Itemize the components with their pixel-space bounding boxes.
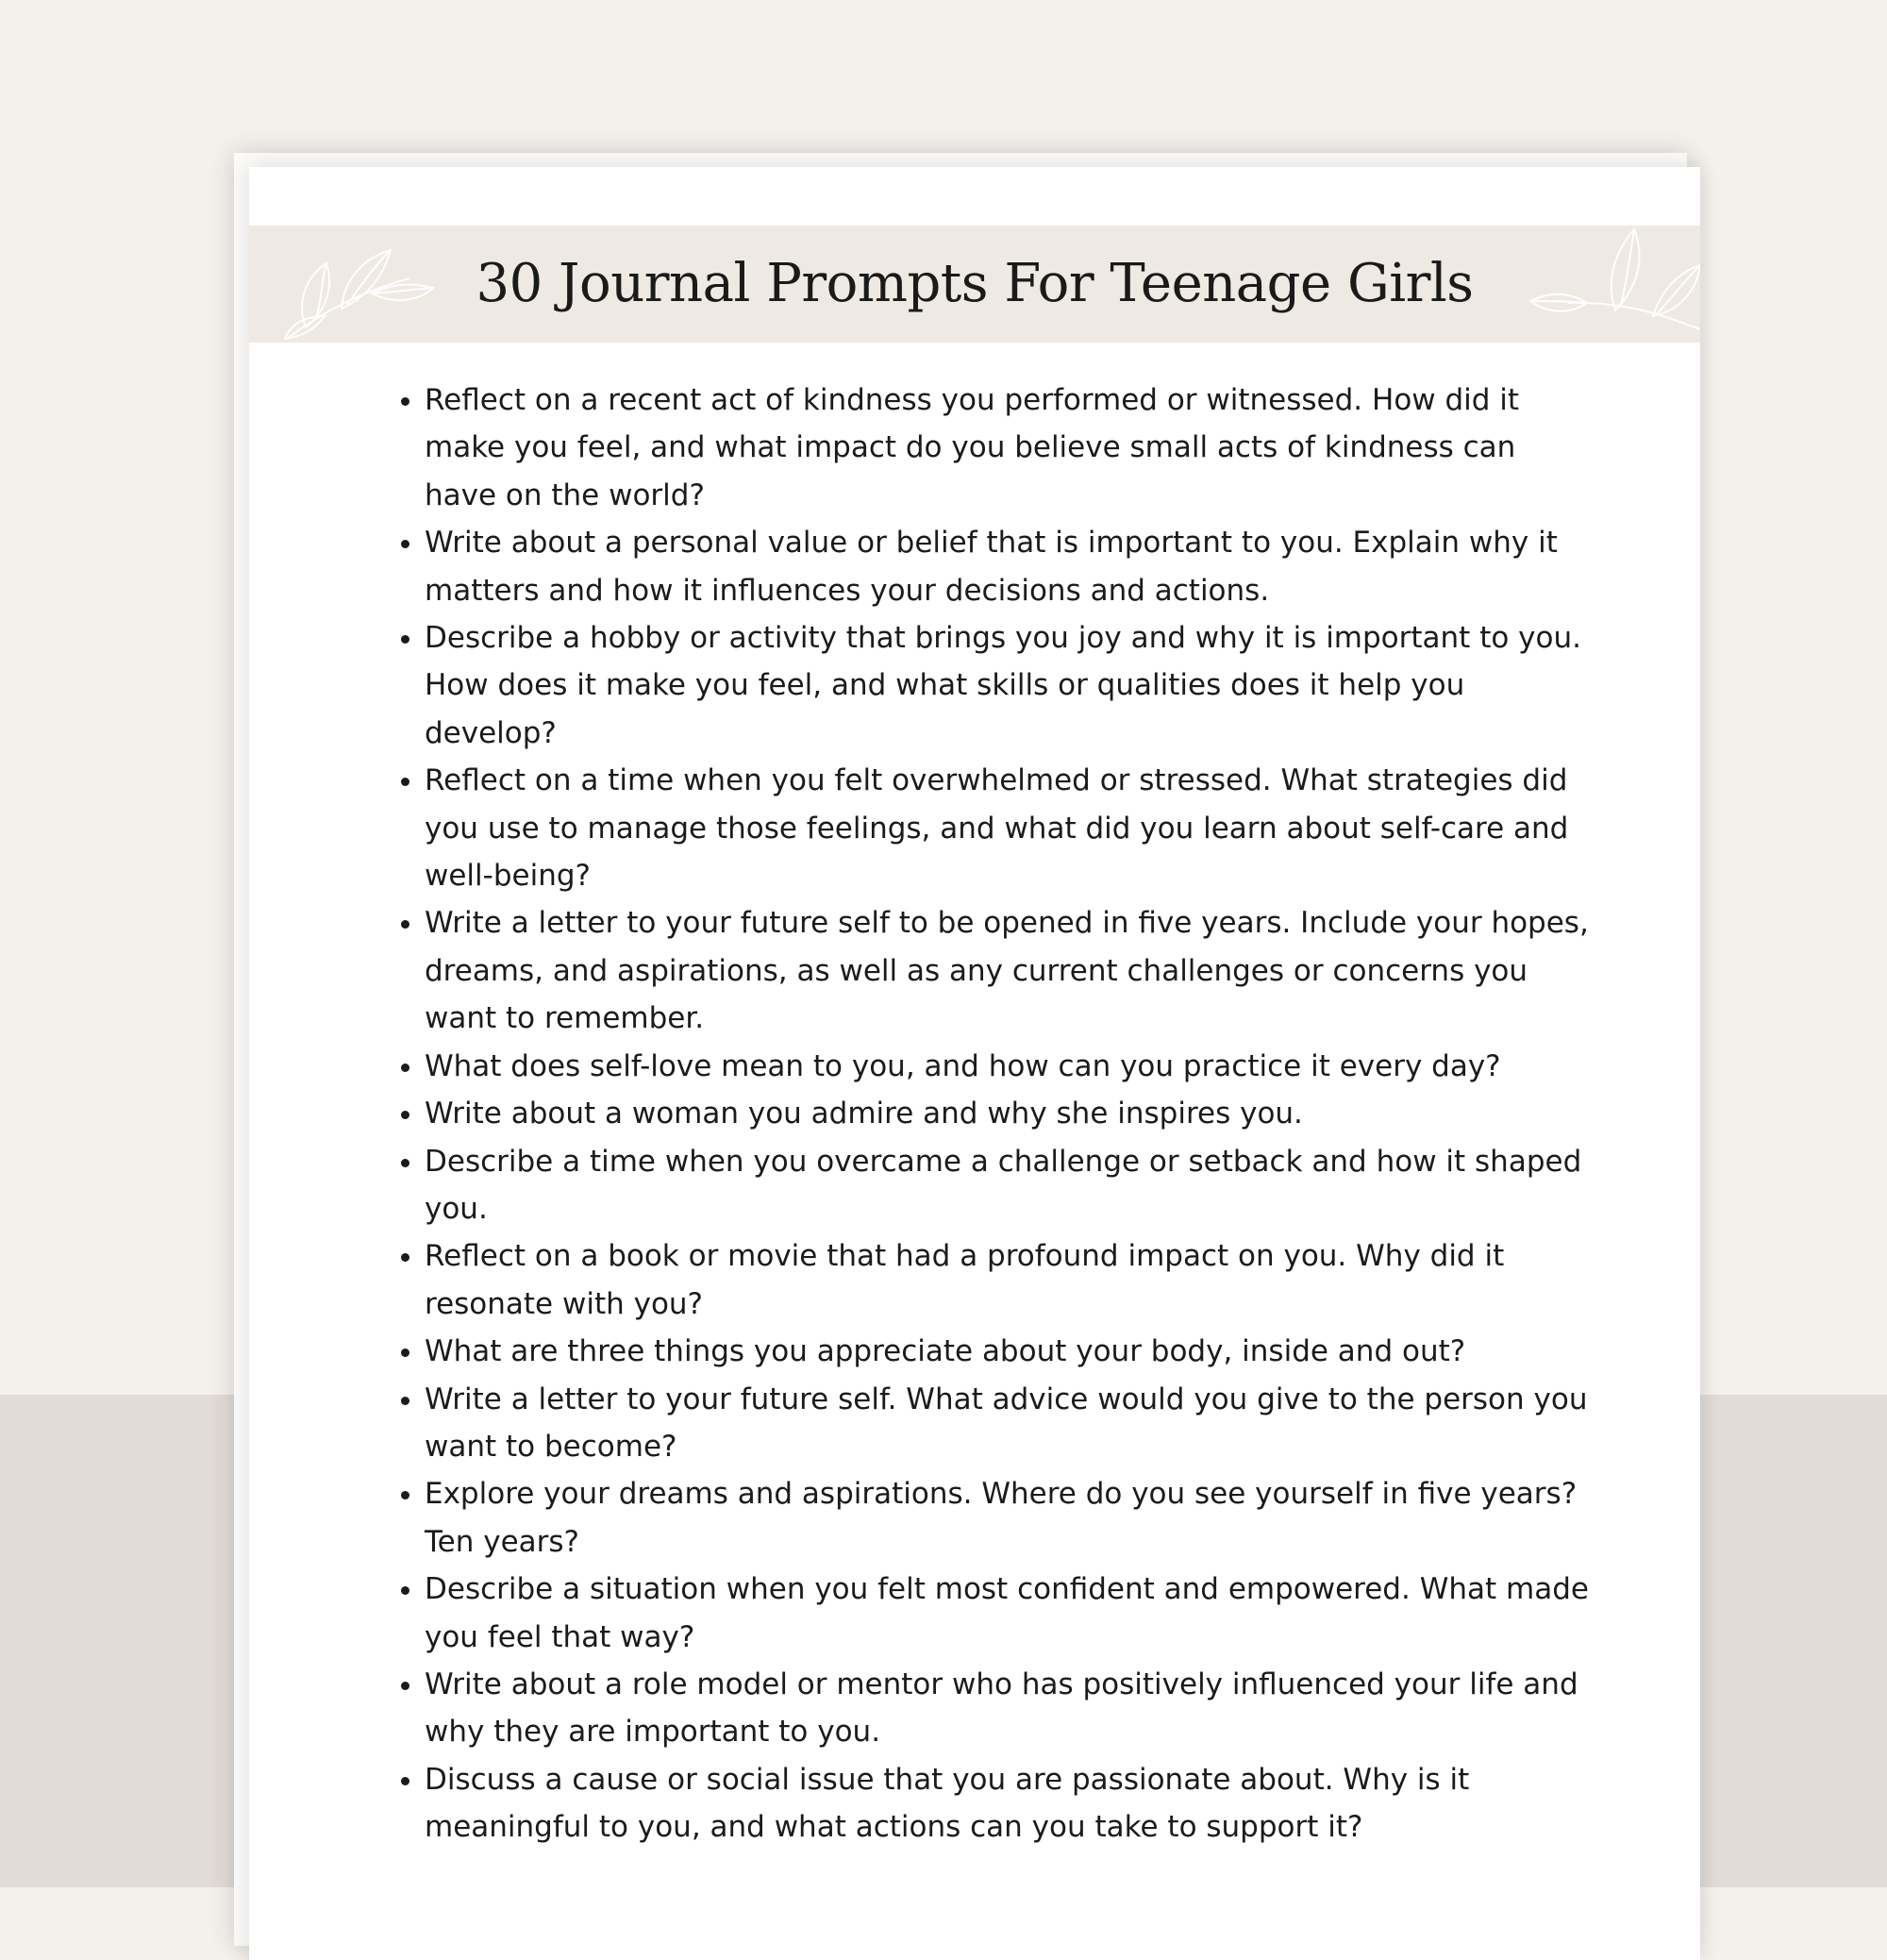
document-page	[249, 167, 1700, 1960]
list-item: • What does self-love mean to you, and how can you practice it every day?	[425, 1043, 1595, 1090]
page-title: 30 Journal Prompts For Teenage Girls	[476, 253, 1474, 314]
title-banner	[249, 226, 1700, 343]
prompt-list	[381, 377, 1595, 1851]
list-item: • Reflect on a book or movie that had a profound impact on you. Why did it resonate with you?	[425, 1232, 1595, 1328]
list-item: • Explore your dreams and aspirations. Where do you see yourself in five years? Ten years?	[425, 1470, 1595, 1566]
list-item: • Write a letter to your future self to be opened in five years. Include your hopes, dreams, and aspirations, as well as any current challenges or concerns you want to remember.	[425, 899, 1595, 1042]
list-item: • Write about a role model or mentor who has positively influenced your life and why they are important to you.	[425, 1661, 1595, 1756]
list-item: • Reflect on a recent act of kindness you performed or witnessed. How did it make you feel, and what impact do you believe small acts of kindness can have on the world?	[425, 377, 1595, 519]
list-item: • Describe a hobby or activity that brings you joy and why it is important to you. How does it make you feel, and what skills or qualities does it help you develop?	[425, 614, 1595, 757]
list-item: • Write about a personal value or belief that is important to you. Explain why it matters and how it influences your decisions and actions.	[425, 519, 1595, 614]
list-item: • Write a letter to your future self. What advice would you give to the person you want to become?	[425, 1376, 1595, 1471]
list-item: • Describe a time when you overcame a challenge or setback and how it shaped you.	[425, 1138, 1595, 1233]
list-item: • Describe a situation when you felt most confident and empowered. What made you feel that way?	[425, 1566, 1595, 1661]
list-item: • Write about a woman you admire and why she inspires you.	[425, 1090, 1595, 1137]
list-item: • Reflect on a time when you felt overwhelmed or stressed. What strategies did you use to manage those feelings, and what did you learn about self-care and well-being?	[425, 757, 1595, 899]
list-item: • What are three things you appreciate about your body, inside and out?	[425, 1328, 1595, 1375]
list-item: • Discuss a cause or social issue that you are passionate about. Why is it meaningful to you, and what actions can you take to support it?	[425, 1756, 1595, 1851]
